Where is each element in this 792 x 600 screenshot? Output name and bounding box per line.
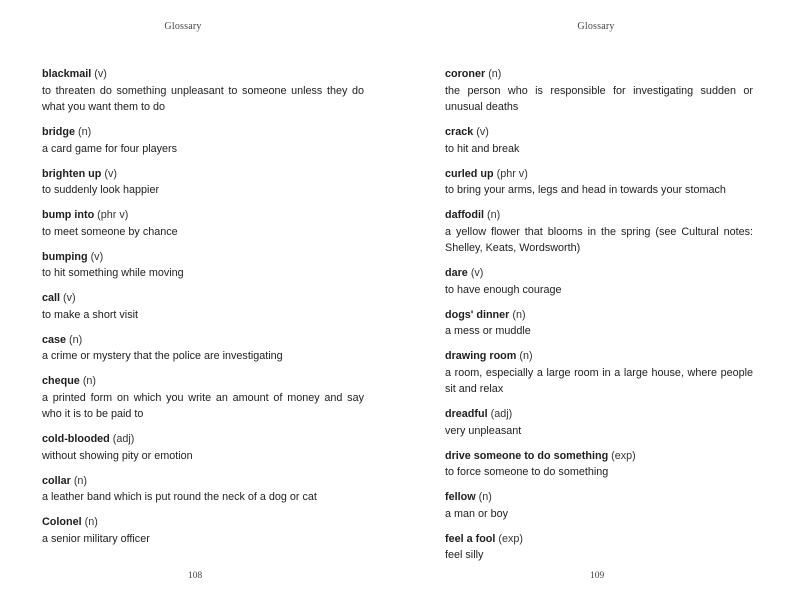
part-of-speech: (phr v) [496, 167, 528, 180]
term: cold-blooded [42, 433, 110, 445]
term: bump into [42, 209, 95, 221]
definition: a card game for four players [42, 142, 178, 155]
part-of-speech: (n) [84, 516, 98, 528]
definition: a man or boy [445, 507, 509, 520]
glossary-entry [42, 514, 364, 547]
part-of-speech: (v) [90, 250, 104, 263]
glossary-entry [42, 290, 364, 323]
part-of-speech: (n) [512, 308, 526, 321]
part-of-speech: (exp) [611, 449, 636, 462]
right-page [396, 0, 792, 600]
definition: the person who is responsible for investigating sudden or unusual deaths [445, 84, 753, 113]
term: dreadful [445, 408, 488, 420]
definition: a leather band which is put round the neck of a dog or cat [42, 491, 317, 503]
definition: feel silly [445, 549, 484, 561]
glossary-entry [445, 265, 753, 298]
term: brighten up [42, 167, 102, 180]
glossary-entry [445, 448, 753, 481]
glossary-entry [42, 332, 364, 365]
term-line [445, 489, 753, 506]
glossary-entry [445, 66, 753, 116]
term-line [42, 124, 364, 141]
term: bumping [42, 250, 88, 263]
glossary-entry [42, 66, 364, 116]
running-head: Glossary [164, 21, 202, 32]
part-of-speech: (n) [69, 333, 83, 346]
definition: very unpleasant [445, 424, 522, 437]
term-line [42, 290, 364, 307]
term-line [445, 207, 753, 224]
term-line [445, 166, 753, 183]
term: dogs' dinner [445, 308, 510, 321]
definition: to make a short visit [42, 308, 139, 321]
part-of-speech: (n) [73, 474, 88, 487]
page-number: 109 [590, 571, 605, 581]
part-of-speech: (n) [486, 209, 501, 221]
part-of-speech: (v) [94, 68, 107, 80]
part-of-speech: (phr v) [97, 209, 129, 221]
definition: a yellow flower that blooms in the spring (see Cultural notes: Shelley, Keats, Wordsworth) [445, 225, 753, 254]
definition: to hit and break [445, 142, 520, 155]
term-line [445, 531, 753, 548]
page-number: 108 [188, 571, 203, 581]
term-line [42, 431, 364, 448]
definition: a mess or muddle [445, 325, 531, 337]
term: coroner [445, 68, 486, 80]
term: curled up [445, 167, 494, 180]
term: daffodil [445, 209, 484, 221]
term-line [445, 448, 753, 465]
term: drive someone to do something [445, 449, 609, 462]
glossary-entry [42, 166, 364, 199]
definition: without showing pity or emotion [42, 449, 193, 462]
glossary-entry [445, 207, 753, 257]
glossary-entry [42, 249, 364, 282]
term-line [42, 373, 364, 390]
term: blackmail [42, 68, 92, 80]
term: case [42, 333, 67, 346]
glossary-entry [445, 124, 753, 157]
term: feel a fool [445, 532, 496, 545]
term-line [445, 348, 753, 365]
part-of-speech: (v) [63, 292, 76, 304]
part-of-speech: (n) [82, 375, 97, 387]
term: Colonel [42, 516, 82, 528]
running-head: Glossary [577, 21, 615, 32]
part-of-speech: (n) [488, 68, 502, 80]
glossary-entry [42, 473, 364, 506]
term-line [445, 406, 753, 423]
definition: a printed form on which you write an amount of money and say who it is to be paid to [42, 391, 364, 420]
glossary-entry [445, 531, 753, 564]
part-of-speech: (v) [104, 167, 117, 180]
term-line [42, 166, 364, 183]
term-line [42, 473, 364, 490]
term: fellow [445, 491, 476, 503]
term-line [42, 249, 364, 266]
term: drawing room [445, 350, 517, 362]
term: bridge [42, 126, 75, 138]
glossary-entries [445, 66, 753, 572]
term-line [445, 265, 753, 282]
part-of-speech: (n) [78, 126, 92, 138]
term-line [445, 66, 753, 83]
definition: to meet someone by chance [42, 225, 178, 238]
definition: a room, especially a large room in a large house, where people sit and relax [445, 366, 753, 395]
term: dare [445, 267, 468, 279]
part-of-speech: (v) [470, 267, 484, 279]
term-line [42, 514, 364, 531]
part-of-speech: (n) [478, 491, 492, 503]
glossary-entry [445, 348, 753, 398]
definition: to bring your arms, legs and head in towards your stomach [445, 184, 726, 196]
definition: to have enough courage [445, 283, 562, 296]
part-of-speech: (n) [519, 350, 533, 362]
term: collar [42, 474, 71, 487]
term-line [42, 207, 364, 224]
term-line [445, 124, 753, 141]
glossary-entry [445, 307, 753, 340]
glossary-entry [445, 166, 753, 199]
definition: a crime or mystery that the police are investigating [42, 350, 283, 362]
definition: a senior military officer [42, 532, 150, 545]
part-of-speech: (adj) [112, 433, 135, 445]
term: call [42, 292, 61, 304]
glossary-entry [445, 489, 753, 522]
definition: to threaten do something unpleasant to someone unless they do what you want them to do [42, 84, 364, 113]
part-of-speech: (adj) [490, 408, 513, 420]
glossary-entry [42, 207, 364, 240]
part-of-speech: (v) [476, 126, 489, 138]
glossary-entry [42, 431, 364, 464]
glossary-entry [42, 373, 364, 423]
glossary-entry [42, 124, 364, 157]
definition: to hit something while moving [42, 267, 184, 279]
definition: to suddenly look happier [42, 184, 160, 196]
glossary-entries [42, 66, 364, 556]
definition: to force someone to do something [445, 466, 609, 478]
term-line [42, 332, 364, 349]
term: cheque [42, 375, 80, 387]
term-line [42, 66, 364, 83]
term-line [445, 307, 753, 324]
part-of-speech: (exp) [498, 532, 524, 545]
term: crack [445, 126, 474, 138]
glossary-entry [445, 406, 753, 439]
